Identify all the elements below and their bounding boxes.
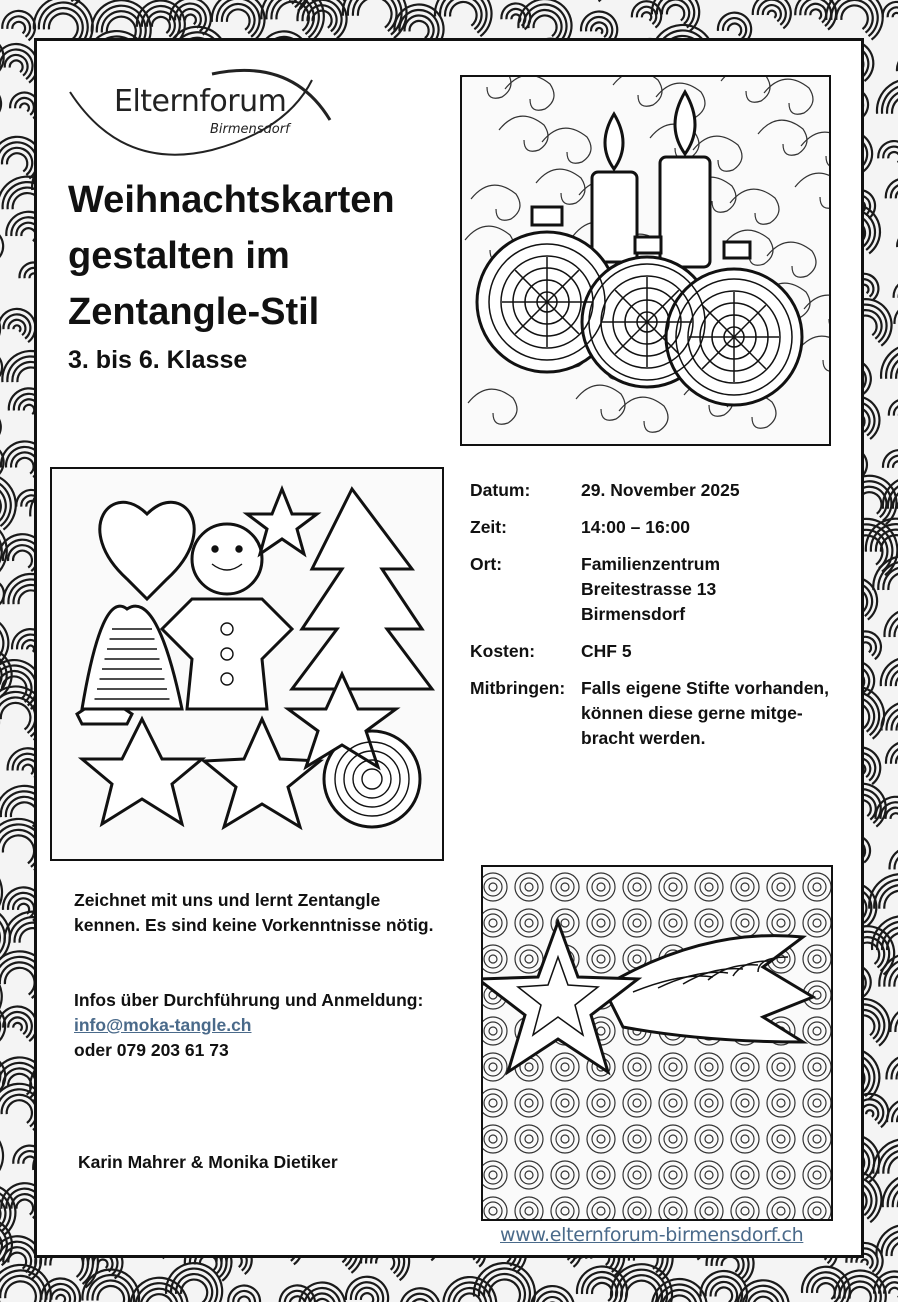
phone-number: oder 079 203 61 73 [74, 1040, 229, 1060]
contact-heading: Infos über Durchführung und Anmeldung: [74, 990, 424, 1010]
title-line: Zentangle-Stil [68, 291, 320, 333]
detail-row-time [470, 515, 870, 540]
detail-row-location [470, 552, 870, 627]
detail-row-cost [470, 639, 870, 664]
detail-label: Kosten: [470, 641, 536, 661]
detail-value: 14:00 – 16:00 [581, 517, 690, 537]
detail-label: Mitbringen: [470, 678, 566, 698]
christmas-cookies-image [52, 469, 442, 859]
detail-value: CHF 5 [581, 641, 632, 661]
detail-value: 29. November 2025 [581, 480, 740, 500]
title-line: Weihnachtskarten [68, 179, 395, 221]
shooting-star-illustration [481, 865, 833, 1221]
authors: Karin Mahrer & Monika Dietiker [78, 1152, 338, 1172]
detail-value: Falls eigene Stifte vorhanden, können diese gerne mitge- bracht werden. [581, 678, 829, 748]
detail-label: Datum: [470, 480, 531, 500]
intro-text: Zeichnet mit uns und lernt Zentangle kennen. Es sind keine Vorkenntnisse nötig. [74, 890, 434, 935]
logo-place: Birmensdorf [210, 122, 290, 137]
page-title [68, 172, 458, 340]
website-link[interactable]: www.elternforum-birmensdorf.ch [500, 1224, 804, 1246]
logo-name: Elternforum [114, 84, 287, 119]
candles-ornaments-image [462, 77, 829, 444]
event-details [470, 478, 870, 763]
detail-label: Zeit: [470, 517, 507, 537]
candles-ornaments-illustration [460, 75, 831, 446]
detail-row-date [470, 478, 870, 503]
detail-label: Ort: [470, 554, 503, 574]
detail-value: Familienzentrum Breitestrasse 13 Birmensdorf [581, 554, 721, 624]
elternforum-logo [62, 62, 342, 162]
christmas-cookies-illustration [50, 467, 444, 861]
email-link[interactable]: info@moka-tangle.ch [74, 1015, 252, 1035]
contact-info [74, 988, 474, 1063]
detail-row-bring [470, 676, 870, 751]
grade-subtitle: 3. bis 6. Klasse [68, 346, 248, 374]
title-line: gestalten im [68, 235, 290, 277]
shooting-star-image [483, 867, 831, 1219]
